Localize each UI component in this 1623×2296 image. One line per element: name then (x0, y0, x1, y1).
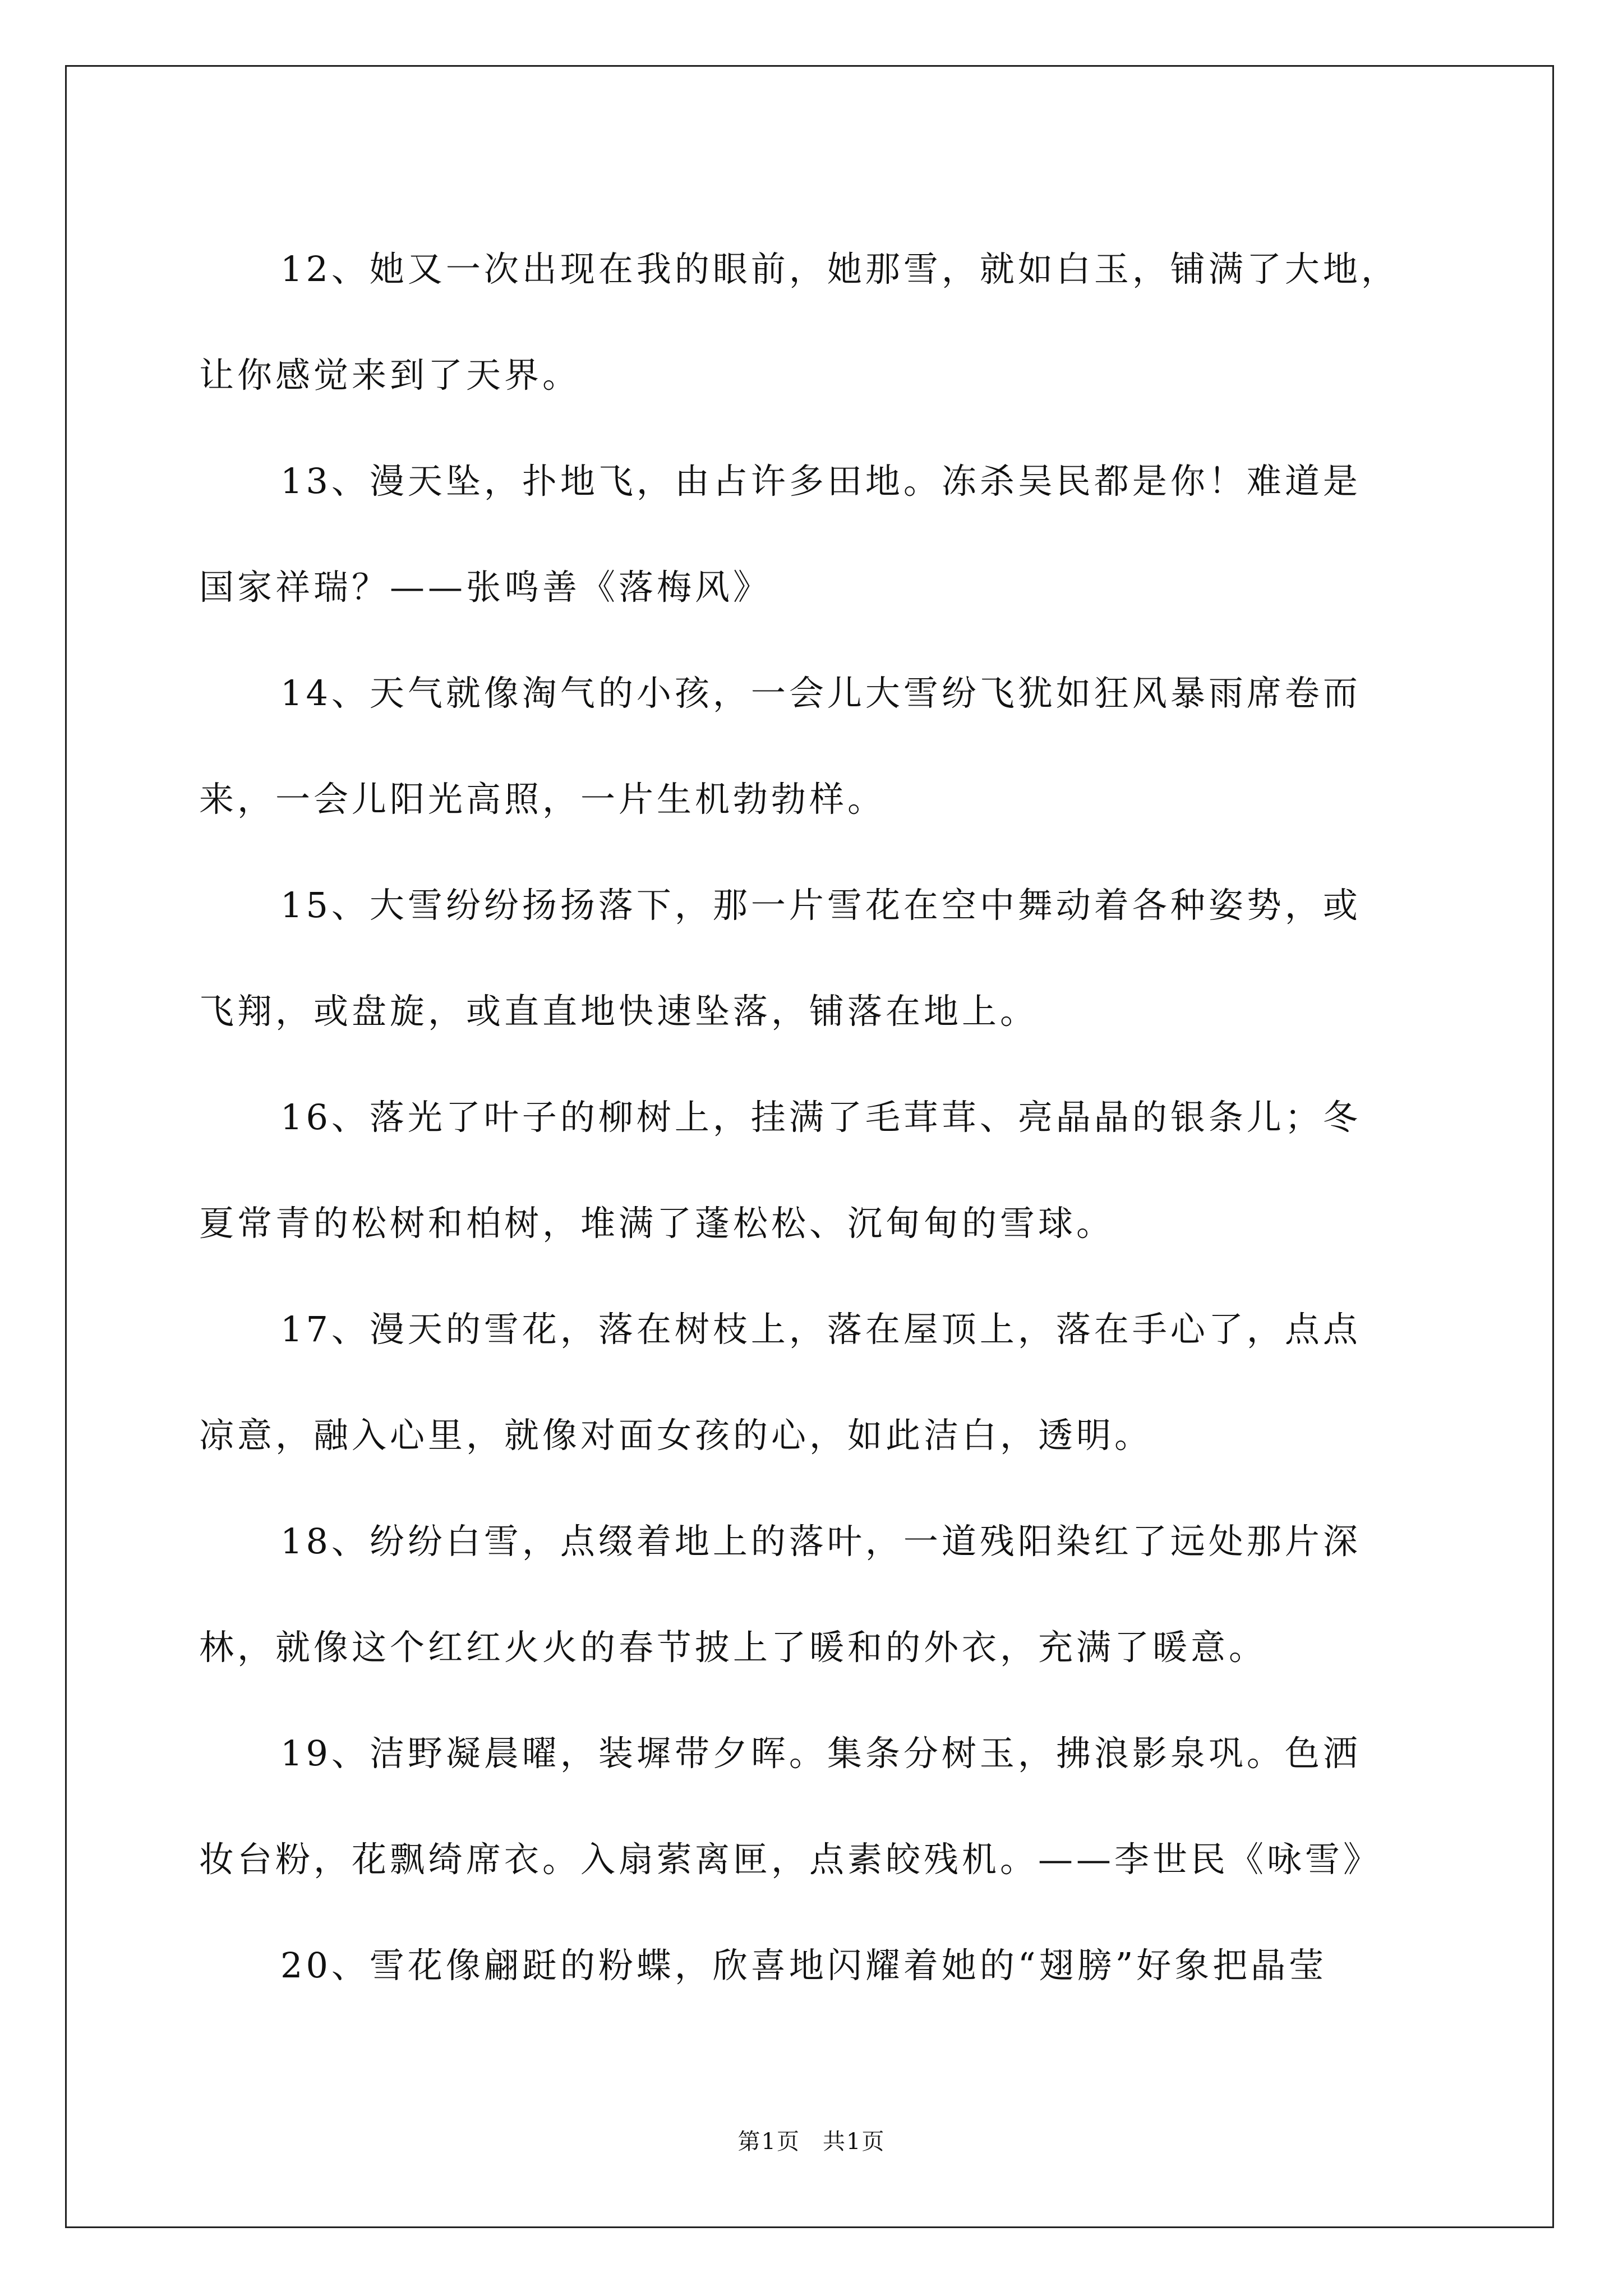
paragraph-line: 来，一会儿阳光高照，一片生机勃勃样。 (199, 779, 886, 820)
paragraph-line: 16、落光了叶子的柳树上，挂满了毛茸茸、亮晶晶的银条儿；冬 (280, 1097, 1361, 1138)
paragraph-line: 18、纷纷白雪，点缀着地上的落叶，一道残阳染红了远处那片深 (280, 1521, 1361, 1562)
paragraph-line: 17、漫天的雪花，落在树枝上，落在屋顶上，落在手心了，点点 (280, 1309, 1361, 1350)
paragraph-13 (199, 428, 1489, 640)
paragraph-line: 13、漫天坠，扑地飞，由占许多田地。冻杀吴民都是你！难道是 (280, 461, 1361, 501)
paragraph-14 (199, 640, 1489, 852)
paragraph-line: 飞翔，或盘旋，或直直地快速坠落，铺落在地上。 (199, 991, 1039, 1032)
paragraph-line: 20、雪花像翩跹的粉蝶，欣喜地闪耀着她的“翅膀”好象把晶莹 (280, 1945, 1327, 1986)
paragraph-19 (199, 1700, 1489, 1912)
paragraph-line: 妆台粉，花飘绮席衣。入扇萦离匣，点素皎残机。——李世民《咏雪》 (199, 1839, 1382, 1880)
paragraph-line: 林，就像这个红红火火的春节披上了暖和的外衣，充满了暖意。 (199, 1627, 1267, 1668)
paragraph-line: 让你感觉来到了天界。 (199, 355, 581, 395)
document-body (199, 216, 1489, 2018)
paragraph-line: 12、她又一次出现在我的眼前，她那雪，就如白玉，铺满了大地， (280, 249, 1399, 289)
paragraph-20 (199, 1912, 1489, 2018)
paragraph-line: 14、天气就像淘气的小孩，一会儿大雪纷飞犹如狂风暴雨席卷而 (280, 673, 1361, 714)
paragraph-17 (199, 1276, 1489, 1488)
paragraph-18 (199, 1488, 1489, 1700)
page-number-current: 第1页 (737, 2129, 800, 2155)
paragraph-16 (199, 1064, 1489, 1276)
paragraph-line: 凉意，融入心里，就像对面女孩的心，如此洁白，透明。 (199, 1415, 1153, 1456)
paragraph-line: 国家祥瑞？——张鸣善《落梅风》 (199, 567, 772, 608)
page-footer (0, 2124, 1623, 2156)
paragraph-line: 15、大雪纷纷扬扬落下，那一片雪花在空中舞动着各种姿势，或 (280, 885, 1361, 926)
page-number-total: 共1页 (823, 2129, 886, 2155)
paragraph-15 (199, 852, 1489, 1064)
paragraph-line: 19、洁野凝晨曜，装墀带夕晖。集条分树玉，拂浪影泉巩。色洒 (280, 1733, 1361, 1774)
paragraph-line: 夏常青的松树和柏树，堆满了蓬松松、沉甸甸的雪球。 (199, 1203, 1115, 1244)
paragraph-12 (199, 216, 1489, 428)
